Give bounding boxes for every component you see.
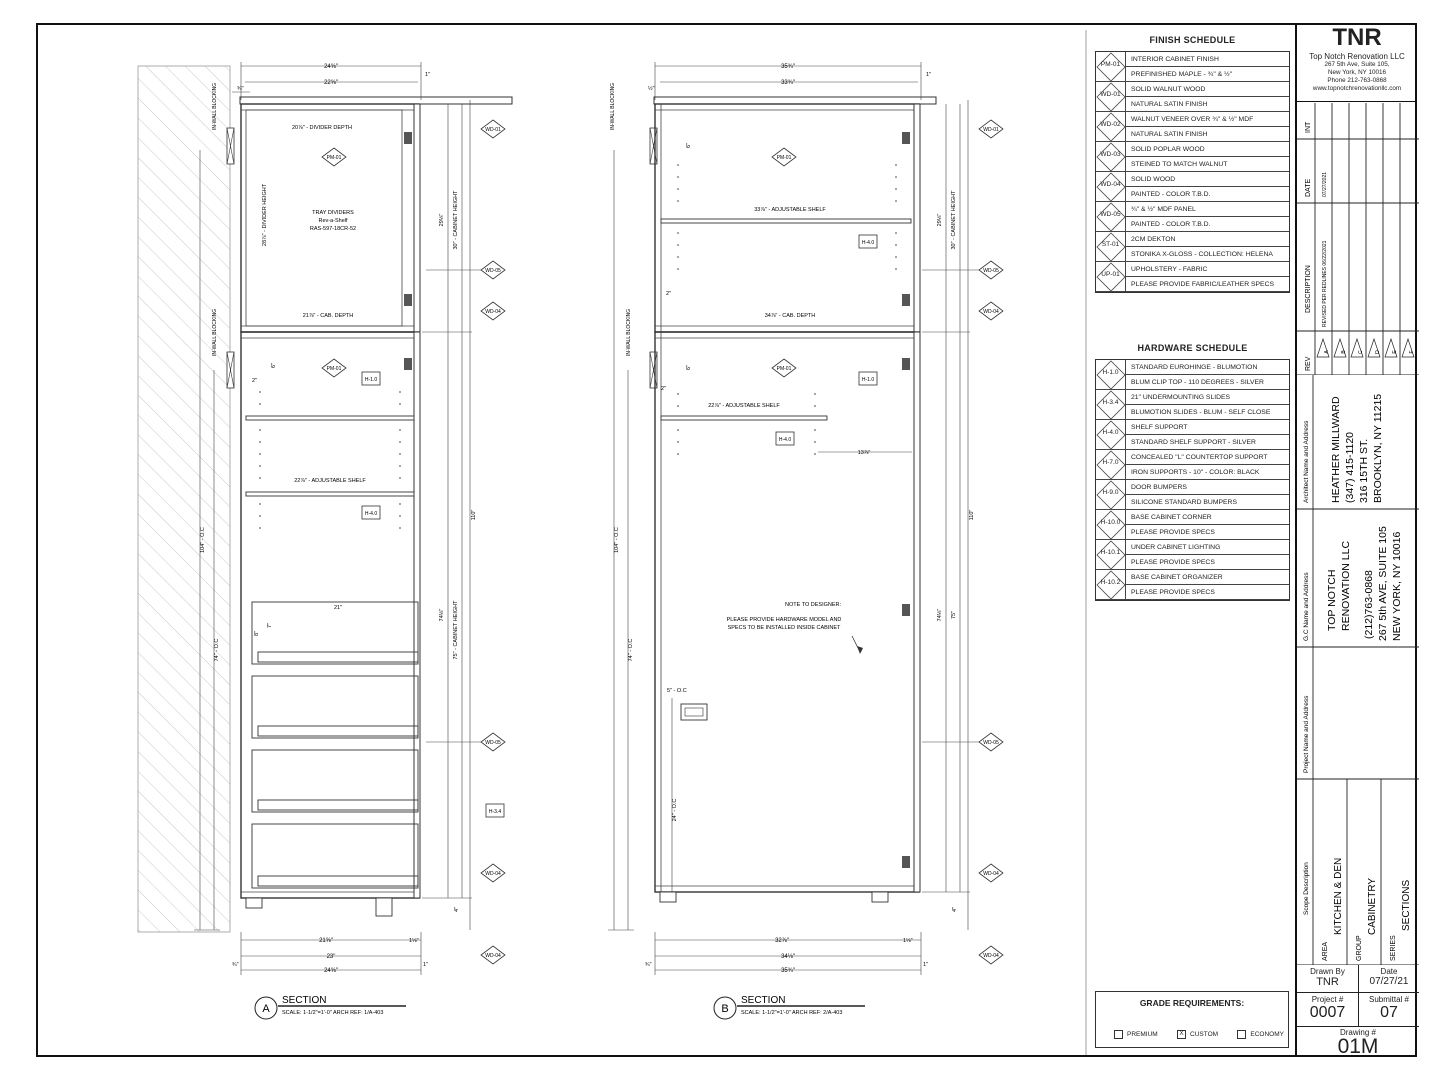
dim-lower-height-a: 74⅛" bbox=[439, 608, 445, 622]
dim-lower-height-b: 75" - CABINET HEIGHT bbox=[453, 600, 459, 660]
in-wall-blocking-label-1: IN-WALL BLOCKING bbox=[212, 82, 218, 130]
schedule-code-cell bbox=[1096, 570, 1126, 600]
dim-bottom-1: 21⅝" bbox=[319, 938, 333, 944]
revision-table bbox=[1297, 103, 1419, 375]
tag-b-h40-upper: H-4.0 bbox=[861, 240, 875, 246]
dim-divider-height: 28⅞" - DIVIDER HEIGHT bbox=[262, 183, 268, 247]
company-header bbox=[1297, 23, 1417, 102]
dim-b-toe: 4" bbox=[952, 906, 958, 912]
rev-mark-b: B bbox=[1341, 350, 1347, 354]
tag-b-wd01: WD-01 bbox=[983, 127, 999, 133]
grade-checkbox[interactable] bbox=[1114, 1030, 1123, 1039]
schedule-row-text: INTERIOR CABINET FINISH bbox=[1126, 52, 1289, 67]
gc-line-3: (212)763-0868 bbox=[1363, 570, 1375, 639]
dim-b-adj-shelf-lower: 22⅞" - ADJUSTABLE SHELF bbox=[708, 403, 780, 409]
section-a-title: SECTION bbox=[282, 995, 327, 1006]
gc-line-1: TOP NOTCH bbox=[1326, 569, 1338, 631]
grade-option-premium[interactable] bbox=[1114, 1028, 1158, 1040]
architect-line-3: 316 15TH ST. bbox=[1358, 438, 1370, 503]
note-tray-dividers-3: RAS-597-18CR-52 bbox=[309, 226, 357, 232]
dim-b-bottom-2: 34⅛" bbox=[781, 954, 795, 960]
area-label: AREA bbox=[1322, 941, 1329, 961]
dim-b-overall-height: 110" bbox=[969, 509, 975, 521]
dim-b-oc-104: 104" - O.C bbox=[614, 527, 620, 553]
schedule-code-cell bbox=[1096, 112, 1126, 142]
dim-b-lower-height-b: 75" bbox=[951, 610, 957, 620]
tag-b-wd04-c: WD-04 bbox=[983, 953, 999, 959]
tag-pm01-lower: PM-01 bbox=[326, 366, 342, 372]
schedule-code-cell bbox=[1096, 420, 1126, 450]
schedule-code: WD-02 bbox=[1100, 121, 1121, 128]
grade-option-label: PREMIUM bbox=[1127, 1030, 1158, 1038]
finish-schedule bbox=[1095, 35, 1290, 288]
schedule-code: WD-05 bbox=[1100, 211, 1121, 218]
grade-requirements bbox=[1095, 991, 1289, 1048]
dim-b-top-inner: 33¾" bbox=[781, 80, 795, 86]
drawing-no-value: 01M bbox=[1337, 1035, 1379, 1058]
dim-b-shelf-2-upper: 2" bbox=[666, 291, 672, 297]
architect-label: Architect Name and Address bbox=[1303, 420, 1310, 503]
tag-wd04-c: WD-04 bbox=[485, 953, 501, 959]
dim-bottom-left: ¾" bbox=[232, 962, 239, 968]
schedule-row-text: STANDARD EUROHINGE - BLUMOTION bbox=[1126, 360, 1289, 375]
drawn-by-label: Drawn By bbox=[1310, 967, 1345, 976]
grade-option-label: ECONOMY bbox=[1250, 1030, 1284, 1038]
schedule-row-text: BASE CABINET ORGANIZER bbox=[1126, 570, 1289, 585]
schedule-row-text: PLEASE PROVIDE SPECS bbox=[1126, 585, 1289, 600]
note-tray-dividers: TRAY DIVIDERS bbox=[312, 210, 354, 216]
section-b-letter: B bbox=[721, 1003, 729, 1015]
note-designer-2: PLEASE PROVIDE HARDWARE MODEL AND bbox=[726, 617, 842, 623]
section-b-title: SECTION bbox=[741, 995, 786, 1006]
in-wall-blocking-label-2: IN-WALL BLOCKING bbox=[212, 308, 218, 356]
dim-b-bottom-right: 1" bbox=[923, 962, 929, 968]
tag-h40-a: H-4.0 bbox=[364, 511, 378, 517]
dim-cab-depth: 21⅞" - CAB. DEPTH bbox=[302, 313, 354, 319]
address-blocks bbox=[1297, 375, 1419, 965]
schedule-row-text: SILICONE STANDARD BUMPERS bbox=[1126, 495, 1289, 510]
schedule-code-cell bbox=[1096, 262, 1126, 292]
schedule-row-text: SOLID WALNUT WOOD bbox=[1126, 82, 1289, 97]
drawer-stack bbox=[252, 602, 418, 888]
schedule-row-text: WALNUT VENEER OVER ¾" & ½" MDF bbox=[1126, 112, 1289, 127]
schedule-row-text: CONCEALED "L" COUNTERTOP SUPPORT bbox=[1126, 450, 1289, 465]
tag-b-h40-lower: H-4.0 bbox=[778, 437, 792, 443]
dim-b-top-left: ½" bbox=[648, 86, 655, 92]
architect-line-2: (347) 415-1120 bbox=[1344, 431, 1356, 503]
schedule-row-text: IRON SUPPORTS - 10" - COLOR: BLACK bbox=[1126, 465, 1289, 480]
dim-b-oc-24: 24" - O.C bbox=[672, 798, 678, 822]
area-value: KITCHEN & DEN bbox=[1333, 857, 1344, 935]
company-logo: TNR bbox=[1332, 24, 1382, 51]
tag-wd04-b: WD-04 bbox=[485, 871, 501, 877]
schedule-row-text: SHELF SUPPORT bbox=[1126, 420, 1289, 435]
dim-b-adj-shelf-upper: 33⅞" - ADJUSTABLE SHELF bbox=[754, 207, 826, 213]
dim-b-top-overall: 35¾" bbox=[781, 64, 795, 70]
dim-bottom-3: 24⅝" bbox=[324, 968, 338, 974]
tag-h34-a: H-3.4 bbox=[488, 809, 502, 815]
dim-upper-height-a: 29⅛" bbox=[439, 213, 445, 227]
dim-b-shelf-2-lower: 2" bbox=[661, 386, 667, 392]
tag-h10-a: H-1.0 bbox=[364, 377, 378, 383]
schedule-code-cell bbox=[1096, 480, 1126, 510]
in-wall-blocking-b-label-1: IN-WALL BLOCKING bbox=[610, 82, 616, 130]
rev-description-value: REVISED PER REDLINES 06/22/2021 bbox=[1322, 240, 1328, 327]
schedule-row-text: 2CM DEKTON bbox=[1126, 232, 1289, 247]
hardware-schedule-title: HARDWARE SCHEDULE bbox=[1137, 343, 1248, 353]
architect-line-4: BROOKLYN, NY 11215 bbox=[1372, 393, 1384, 503]
tag-b-pm01-lower: PM-01 bbox=[776, 366, 792, 372]
company-address-2: New York, NY 10016 bbox=[1328, 69, 1386, 76]
dim-b-shelf-6-lower: 6" bbox=[686, 364, 692, 370]
tag-b-h10: H-1.0 bbox=[861, 377, 875, 383]
rev-mark-d: D bbox=[1375, 350, 1381, 354]
schedule-code: H-1.0 bbox=[1102, 369, 1119, 376]
rev-mark-a: A bbox=[1324, 350, 1330, 354]
dim-oc-74: 74" - O.C bbox=[214, 638, 220, 662]
schedule-row-text: PAINTED - COLOR T.B.D. bbox=[1126, 217, 1289, 232]
schedule-code: ST-01 bbox=[1101, 241, 1120, 248]
rev-rev-header: REV bbox=[1305, 356, 1312, 371]
finish-schedule-table bbox=[1095, 51, 1290, 293]
tag-wd05-a: WD-05 bbox=[485, 268, 501, 274]
schedule-row-text: DOOR BUMPERS bbox=[1126, 480, 1289, 495]
project-no-label: Project # bbox=[1311, 995, 1344, 1004]
grade-checkbox[interactable] bbox=[1237, 1030, 1246, 1039]
dim-b-upper-height-b: 30" - CABINET HEIGHT bbox=[951, 190, 957, 250]
dim-overall-height: 110" bbox=[471, 509, 477, 521]
dim-shelf-6: 6" bbox=[271, 362, 277, 368]
tag-b-wd05-a: WD-05 bbox=[983, 268, 999, 274]
tag-wd05-b: WD-05 bbox=[485, 740, 501, 746]
submittal-value: 07 bbox=[1380, 1004, 1398, 1021]
dim-adjustable-shelf: 22⅞" - ADJUSTABLE SHELF bbox=[294, 478, 366, 484]
section-a bbox=[138, 62, 512, 1019]
tag-b-wd04-b: WD-04 bbox=[983, 871, 999, 877]
schedule-code-cell bbox=[1096, 390, 1126, 420]
upper-cabinet-box-b bbox=[655, 104, 919, 332]
schedule-code: H-3.4 bbox=[1102, 399, 1119, 406]
tag-b-pm01-upper: PM-01 bbox=[776, 155, 792, 161]
dim-bottom-2: 23" bbox=[326, 954, 336, 960]
drawing-no-label: Drawing # bbox=[1339, 1028, 1376, 1037]
schedule-code: H-10.1 bbox=[1100, 549, 1121, 556]
adjustable-shelf-b-lower bbox=[661, 416, 827, 420]
dim-top-inner: 22⅝" bbox=[324, 80, 338, 86]
schedule-row-text: STONIKA X-GLOSS - COLLECTION: HELENA bbox=[1126, 247, 1289, 262]
schedule-code: UP-01 bbox=[1101, 271, 1120, 278]
adjustable-shelf-b-upper bbox=[661, 219, 911, 223]
scope-label: Scope Description bbox=[1303, 862, 1310, 915]
schedule-row-text: BASE CABINET CORNER bbox=[1126, 510, 1289, 525]
dim-drawer-7: 7" bbox=[267, 622, 273, 628]
schedule-row-text: PLEASE PROVIDE SPECS bbox=[1126, 555, 1289, 570]
dim-upper-height-b: 30" - CABINET HEIGHT bbox=[453, 190, 459, 250]
schedule-code-cell bbox=[1096, 202, 1126, 232]
schedule-row-text: PAINTED - COLOR T.B.D. bbox=[1126, 187, 1289, 202]
gc-label: G.C Name and Address bbox=[1303, 572, 1310, 641]
grade-checkbox[interactable]: X bbox=[1177, 1030, 1186, 1039]
schedule-code: WD-04 bbox=[1100, 181, 1121, 188]
submittal-label: Submittal # bbox=[1368, 995, 1410, 1004]
schedule-code: H-10.0 bbox=[1100, 519, 1121, 526]
tag-b-wd05-b: WD-05 bbox=[983, 740, 999, 746]
drawn-by-value: TNR bbox=[1316, 976, 1339, 988]
schedule-code: H-10.2 bbox=[1100, 579, 1121, 586]
schedule-code-cell bbox=[1096, 232, 1126, 262]
grade-title: GRADE REQUIREMENTS: bbox=[1139, 998, 1245, 1008]
dim-top-overall: 24⅝" bbox=[324, 64, 338, 70]
note-designer: NOTE TO DESIGNER: bbox=[784, 602, 842, 608]
dim-b-bottom-small: 1⅛" bbox=[903, 938, 913, 944]
gc-line-2: RENOVATION LLC bbox=[1340, 540, 1352, 631]
schedule-row-text: PREFINISHED MAPLE - ¾" & ½" bbox=[1126, 67, 1289, 82]
rev-mark-c: C bbox=[1358, 350, 1364, 354]
dim-b-oc-74: 74" - O.C bbox=[628, 638, 634, 662]
tag-pm01-upper: PM-01 bbox=[326, 155, 342, 161]
dim-oc-104: 104" - O.C bbox=[200, 527, 206, 553]
section-b-scale: SCALE: 1-1/2"=1'-0" ARCH REF: 2/A-403 bbox=[741, 1010, 843, 1016]
drawing-info bbox=[1297, 965, 1419, 1057]
project-no-value: 0007 bbox=[1309, 1004, 1346, 1021]
group-label: GROUP bbox=[1356, 935, 1363, 961]
dim-b-cab-depth: 34⅞" - CAB. DEPTH bbox=[764, 313, 816, 319]
group-value: CABINETRY bbox=[1367, 877, 1378, 935]
wall-hatch bbox=[138, 66, 230, 932]
dim-top-right: 1" bbox=[425, 72, 431, 78]
schedule-row-text: ¾" & ½" MDF PANEL bbox=[1126, 202, 1289, 217]
dim-bottom-right: 1" bbox=[423, 962, 429, 968]
dim-b-lower-height-a: 74⅛" bbox=[937, 608, 943, 622]
in-wall-blocking-b-label-2: IN-WALL BLOCKING bbox=[626, 308, 632, 356]
rev-mark-e: E bbox=[1392, 350, 1398, 354]
section-a-scale: SCALE: 1-1/2"=1'-0" ARCH REF: 1/A-403 bbox=[282, 1010, 384, 1016]
schedule-code-cell bbox=[1096, 52, 1126, 82]
schedule-code-cell bbox=[1096, 82, 1126, 112]
schedule-row-text: 21" UNDERMOUNTING SLIDES bbox=[1126, 390, 1289, 405]
rev-description-header: DESCRIPTION bbox=[1305, 265, 1312, 313]
tag-wd04-a: WD-04 bbox=[485, 309, 501, 315]
tag-b-wd04-a: WD-04 bbox=[983, 309, 999, 315]
countertop-b bbox=[654, 97, 936, 104]
grade-option-economy[interactable] bbox=[1237, 1028, 1284, 1040]
grade-options bbox=[1114, 1028, 1284, 1040]
dim-b-oc-5: 5" - O.C bbox=[667, 688, 687, 694]
rev-int-header: INT bbox=[1305, 121, 1312, 133]
schedule-code-cell bbox=[1096, 510, 1126, 540]
grade-option-label: CUSTOM bbox=[1190, 1030, 1219, 1038]
company-address-1: 267 5th Ave, Suite 105, bbox=[1324, 61, 1390, 68]
schedule-row-text: NATURAL SATIN FINISH bbox=[1126, 97, 1289, 112]
hardware-schedule bbox=[1095, 343, 1290, 596]
adjustable-shelf-1 bbox=[246, 416, 414, 420]
tag-wd01-a: WD-01 bbox=[485, 127, 501, 133]
dim-drawer-8: 8" bbox=[254, 630, 260, 636]
gc-line-4: 267 5th AVE, SUITE 105 bbox=[1377, 526, 1389, 641]
adjustable-shelf-2 bbox=[246, 492, 414, 496]
company-name: Top Notch Renovation LLC bbox=[1309, 52, 1405, 61]
company-phone: Phone 212-763-0868 bbox=[1327, 77, 1387, 84]
rev-date-value: 07/27/2021 bbox=[1322, 171, 1328, 197]
schedule-code: H-7.0 bbox=[1102, 459, 1119, 466]
dim-shelf-2: 2" bbox=[252, 378, 258, 384]
schedule-code-cell bbox=[1096, 540, 1126, 570]
schedule-row-text: PLEASE PROVIDE FABRIC/LEATHER SPECS bbox=[1126, 277, 1289, 292]
schedule-row-text: STEINED TO MATCH WALNUT bbox=[1126, 157, 1289, 172]
dim-top-left: ¾" bbox=[237, 86, 244, 92]
dim-b-bottom-1: 32⅞" bbox=[775, 938, 789, 944]
dim-b-shelf-6-upper: 6" bbox=[686, 142, 692, 148]
schedule-code: H-9.0 bbox=[1102, 489, 1119, 496]
schedule-code: H-4.0 bbox=[1102, 429, 1119, 436]
dim-b-shelf-13: 13⅞" bbox=[857, 450, 871, 456]
schedule-row-text: UNDER CABINET LIGHTING bbox=[1126, 540, 1289, 555]
dim-b-top-right: 1" bbox=[926, 72, 932, 78]
schedule-code: WD-03 bbox=[1100, 151, 1121, 158]
schedule-code-cell bbox=[1096, 450, 1126, 480]
schedule-row-text: NATURAL SATIN FINISH bbox=[1126, 127, 1289, 142]
hardware-schedule-table bbox=[1095, 359, 1290, 601]
date-label: Date bbox=[1380, 967, 1398, 976]
dim-bottom-small: 1⅛" bbox=[409, 938, 419, 944]
note-tray-dividers-2: Rev-a-Shelf bbox=[318, 218, 348, 224]
schedule-row-text: UPHOLSTERY - FABRIC bbox=[1126, 262, 1289, 277]
schedule-row-text: SOLID WOOD bbox=[1126, 172, 1289, 187]
title-block bbox=[1295, 23, 1417, 1057]
schedule-code-cell bbox=[1096, 142, 1126, 172]
dim-toe: 4" bbox=[454, 906, 460, 912]
gc-line-5: NEW YORK, NY 10016 bbox=[1391, 531, 1403, 641]
dim-divider-depth: 20⅞" - DIVIDER DEPTH bbox=[291, 125, 353, 131]
schedule-code: PM-01 bbox=[1100, 61, 1121, 68]
section-a-letter: A bbox=[262, 1003, 270, 1015]
series-value: SECTIONS bbox=[1401, 879, 1412, 931]
dim-drawer-width: 21" bbox=[333, 605, 343, 611]
schedule-row-text: SOLID POPLAR WOOD bbox=[1126, 142, 1289, 157]
schedule-code: WD-01 bbox=[1100, 91, 1121, 98]
company-website: www.topnotchrenovationllc.com bbox=[1312, 85, 1402, 92]
rev-mark-f: F bbox=[1409, 350, 1415, 354]
dim-b-bottom-left: ¾" bbox=[645, 962, 652, 968]
series-label: SERIES bbox=[1390, 935, 1397, 961]
finish-schedule-title: FINISH SCHEDULE bbox=[1149, 35, 1236, 45]
schedule-row-text: STANDARD SHELF SUPPORT - SILVER bbox=[1126, 435, 1289, 450]
rev-date-header: DATE bbox=[1305, 178, 1312, 197]
architect-line-1: HEATHER MILLWARD bbox=[1330, 396, 1342, 503]
schedule-code-cell bbox=[1096, 360, 1126, 390]
dim-b-upper-height-a: 29⅛" bbox=[937, 213, 943, 227]
schedule-code-cell bbox=[1096, 172, 1126, 202]
countertop bbox=[240, 97, 512, 104]
dim-b-bottom-3: 35¾" bbox=[781, 968, 795, 974]
grade-option-custom[interactable] bbox=[1177, 1028, 1218, 1040]
date-value: 07/27/21 bbox=[1369, 976, 1409, 987]
note-designer-3: SPECS TO BE INSTALLED INSIDE CABINET bbox=[727, 625, 841, 631]
schedule-row-text: PLEASE PROVIDE SPECS bbox=[1126, 525, 1289, 540]
schedule-row-text: BLUMOTION SLIDES - BLUM - SELF CLOSE bbox=[1126, 405, 1289, 420]
project-label: Project Name and Address bbox=[1303, 695, 1310, 773]
schedule-row-text: BLUM CLIP TOP - 110 DEGREES - SILVER bbox=[1126, 375, 1289, 390]
section-b bbox=[608, 62, 1003, 1019]
